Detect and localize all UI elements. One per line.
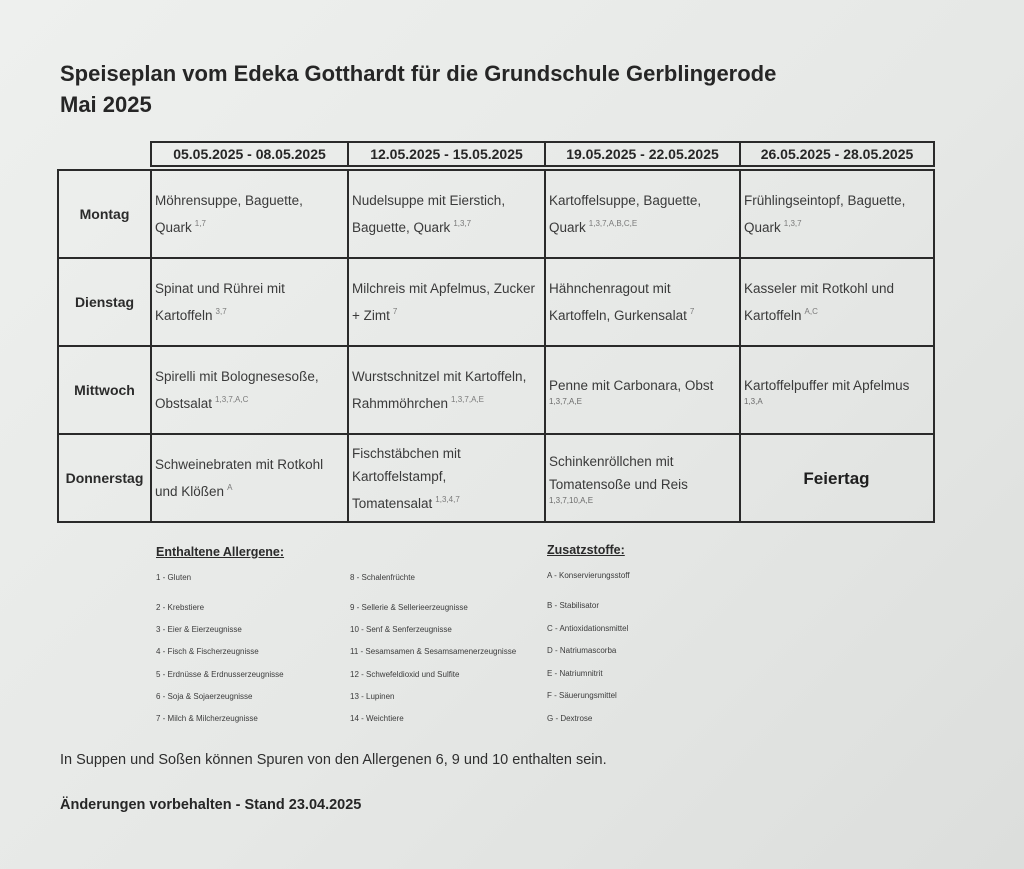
meal-text: Spinat und Rührei mit Kartoffeln (155, 281, 285, 323)
list-item: 9 - Sellerie & Sellerieerzeugnisse (350, 603, 468, 612)
list-item: 13 - Lupinen (350, 692, 395, 701)
meal-cell (545, 434, 740, 522)
meal-cell (348, 170, 545, 258)
allergen-codes: 1,3,7,A,C (215, 395, 249, 404)
meal-text: Kasseler mit Rotkohl und Kartoffeln (744, 281, 895, 323)
allergen-codes: 1,3,7 (783, 219, 802, 228)
meal-text: Fischstäbchen mit Kartoffelstampf, Tomatensalat (352, 445, 461, 511)
meal-text: Schweinebraten mit Rotkohl und Klößen (155, 457, 324, 499)
list-item: 14 - Weichtiere (350, 714, 404, 723)
header-corner (58, 142, 151, 166)
meal-text: Schinkenröllchen mit Tomatensoße und Reis (549, 454, 688, 492)
allergen-codes: 1,3,A (744, 396, 763, 406)
meal-text: Kartoffelsuppe, Baguette, Quark (549, 193, 702, 235)
allergen-codes: 7 (689, 307, 695, 316)
title-line-1: Speiseplan vom Edeka Gotthardt für die Grundschule Gerblingerode (60, 61, 777, 86)
allergen-codes: 1,7 (194, 219, 206, 228)
week-header: 05.05.2025 - 08.05.2025 (151, 142, 348, 166)
title-line-2: Mai 2025 (60, 92, 152, 117)
meal-text: Frühlingseintopf, Baguette, Quark (744, 193, 906, 235)
meal-text: Möhrensuppe, Baguette, Quark (155, 193, 303, 235)
list-item: A - Konservierungsstoff (547, 571, 630, 580)
meal-cell (740, 258, 934, 346)
page-title (60, 58, 776, 120)
holiday-cell: Feiertag (740, 434, 934, 522)
week-header: 12.05.2025 - 15.05.2025 (348, 142, 545, 166)
allergen-codes: A (227, 483, 233, 492)
allergen-codes: 1,3,7 (453, 219, 472, 228)
day-label: Dienstag (58, 258, 151, 346)
meal-text: Spirelli mit Bolognesesoße, Obstsalat (155, 369, 319, 411)
meal-cell (740, 346, 934, 434)
list-item: 10 - Senf & Senferzeugnisse (350, 625, 452, 634)
meal-cell (545, 170, 740, 258)
allergen-codes: 1,3,7,A,B,C,E (588, 219, 638, 228)
meal-cell (545, 346, 740, 434)
meal-text: Wurstschnitzel mit Kartoffeln, Rahmmöhrchen (352, 369, 527, 411)
list-item: C - Antioxidationsmittel (547, 624, 629, 633)
list-item: B - Stabilisator (547, 601, 600, 610)
allergen-codes: 1,3,7,A,E (549, 396, 582, 406)
list-item: 12 - Schwefeldioxid und Sulfite (350, 670, 460, 679)
meal-text: Hähnchenragout mit Kartoffeln, Gurkensalat (549, 281, 687, 323)
allergen-codes: A,C (804, 307, 818, 316)
meal-cell (348, 258, 545, 346)
list-item: E - Natriumnitrit (547, 669, 603, 678)
week-header: 26.05.2025 - 28.05.2025 (740, 142, 934, 166)
day-row-montag (58, 170, 934, 258)
meal-cell (151, 346, 348, 434)
allergen-codes: 1,3,7,10,A,E (549, 496, 594, 505)
day-row-mittwoch (58, 346, 934, 434)
day-row-dienstag (58, 258, 934, 346)
day-label: Montag (58, 170, 151, 258)
day-label: Mittwoch (58, 346, 151, 434)
list-item: 2 - Krebstiere (156, 603, 205, 612)
revision-note: Änderungen vorbehalten - Stand 23.04.2025 (60, 797, 362, 813)
list-item: G - Dextrose (547, 714, 593, 723)
day-label: Donnerstag (58, 434, 151, 522)
list-item: 6 - Soja & Sojaerzeugnisse (156, 692, 253, 701)
list-item: 1 - Gluten (156, 573, 192, 582)
meal-cell (151, 170, 348, 258)
week-header-row (58, 142, 934, 166)
list-item: 5 - Erdnüsse & Erdnusserzeugnisse (156, 670, 284, 679)
meal-cell (740, 170, 934, 258)
list-item: D - Natriumascorba (547, 646, 617, 655)
list-item: 11 - Sesamsamen & Sesamsamenerzeugnisse (350, 647, 517, 656)
allergen-codes: 1,3,7,A,E (451, 395, 484, 404)
meal-cell (151, 258, 348, 346)
meal-cell (545, 258, 740, 346)
additives-heading: Zusatzstoffe: (547, 543, 625, 557)
meal-text: Penne mit Carbonara, Obst (549, 377, 714, 393)
list-item: F - Säuerungsmittel (547, 691, 617, 700)
meal-cell (151, 434, 348, 522)
meal-text: Milchreis mit Apfelmus, Zucker + Zimt (352, 281, 536, 323)
list-item: 7 - Milch & Milcherzeugnisse (156, 714, 258, 723)
list-item: 3 - Eier & Eierzeugnisse (156, 625, 242, 634)
list-item: 4 - Fisch & Fischerzeugnisse (156, 647, 259, 656)
meal-text: Nudelsuppe mit Eierstich, Baguette, Quark (352, 193, 506, 235)
allergen-codes: 7 (392, 307, 398, 316)
allergens-heading: Enthaltene Allergene: (156, 545, 285, 559)
allergen-trace-note: In Suppen und Soßen können Spuren von den Allergenen 6, 9 und 10 enthalten sein. (60, 752, 607, 768)
allergen-codes: 1,3,4,7 (435, 494, 460, 504)
meal-cell (348, 346, 545, 434)
day-row-donnerstag (58, 434, 934, 522)
allergen-codes: 3,7 (215, 307, 227, 316)
list-item: 8 - Schalenfrüchte (350, 573, 415, 582)
week-header: 19.05.2025 - 22.05.2025 (545, 142, 740, 166)
meal-cell (348, 434, 545, 522)
menu-table (57, 141, 935, 523)
meal-text: Kartoffelpuffer mit Apfelmus (744, 377, 910, 393)
